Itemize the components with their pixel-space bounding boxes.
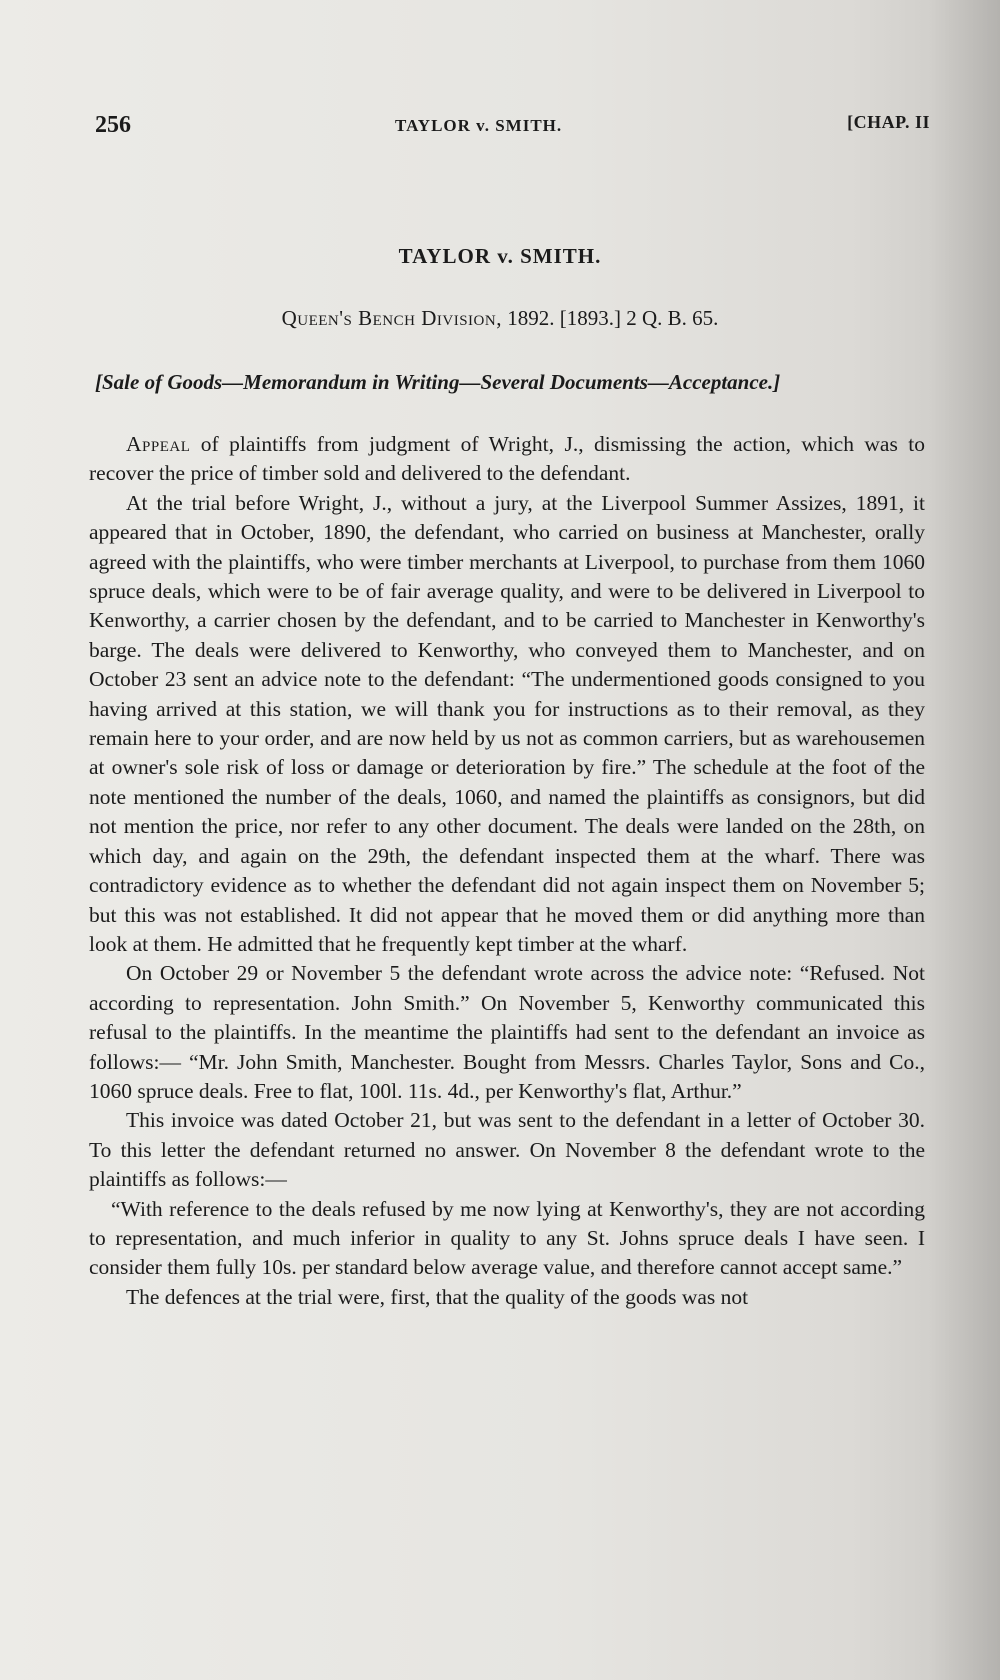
- paragraph-3: On October 29 or November 5 the defendant wrote across the advice note: “Refused. Not according to representation. John Smith.” On November 5, Kenworthy communicated this refusal to the plaintiffs. In the meantime the plaintiffs had sent to the defendant an invoice as follows:— “Mr. John Smith, Manchester. Bought from Messrs. Charles Taylor, Sons and Co., 1060 spruce deals. Free to flat, 100l. 11s. 4d., per Kenworthy's flat, Arthur.”: [89, 961, 925, 1103]
- quoted-letter: “With reference to the deals refused by me now lying at Kenworthy's, they are not according to representation, and much inferior in quality to any St. Johns spruce deals I have seen. I consider them fully 10s. per standard below average value, and therefore cannot accept same.”: [89, 1196, 925, 1280]
- paragraph-4: This invoice was dated October 21, but was sent to the defendant in a letter of October 30. To this letter the defendant returned no answer. On November 8 the defendant wrote to the plaintiffs as follows:—: [89, 1108, 925, 1192]
- paragraph-2: At the trial before Wright, J., without a jury, at the Liverpool Summer Assizes, 1891, it appeared that in October, 1890, the defendant, who carried on business at Manchester, orally agreed with the plaintiffs, who were timber merchants at Liverpool, to purchase from them 1060 spruce deals, which were to be of fair average quality, and were to be delivered in Liverpool to Kenworthy, a carrier chosen by the defendant, and to be carried to Manchester in Kenworthy's barge. The deals were delivered to Kenworthy, who conveyed them to Manchester, and on October 23 sent an advice note to the defendant: “The undermentioned goods consigned to you having arrived at this station, we will thank you for instructions as to their removal, as they remain here to your order, and are now held by us not as common carriers, but as warehousemen at owner's sole risk of loss or damage or deterioration by fire.” The schedule at the foot of the note mentioned the number of the deals, 1060, and named the plaintiffs as consignors, but did not mention the price, nor refer to any other document. The deals were landed on the 28th, on which day, and again on the 29th, the defendant inspected them at the wharf. There was contradictory evidence as to whether the defendant did not again inspect them on November 5; but this was not established. It did not appear that he moved them or did anything more than look at them. He admitted that he frequently kept timber at the wharf.: [89, 490, 925, 956]
- paragraph-1: [89, 430, 925, 489]
- court-name: Queen's Bench Division,: [281, 306, 502, 330]
- case-citation-line: [0, 306, 1000, 331]
- running-header: [95, 112, 930, 142]
- appeal-lead: Appeal: [126, 432, 191, 456]
- running-title: TAYLOR v. SMITH.: [395, 116, 563, 135]
- body-text: [89, 430, 925, 1312]
- case-subject: [Sale of Goods—Memorandum in Writing—Several Documents—Acceptance.]: [95, 370, 781, 394]
- case-title: TAYLOR v. SMITH.: [398, 244, 602, 268]
- paragraph-1-text: of plaintiffs from judgment of Wright, J., dismissing the action, which was to recover the price of timber sold and delivered to the defendant.: [89, 432, 925, 486]
- chapter-label: [CHAP. II: [847, 112, 930, 132]
- paragraph-6: The defences at the trial were, first, that the quality of the goods was not: [126, 1284, 749, 1309]
- case-citation: 1892. [1893.] 2 Q. B. 65.: [501, 306, 719, 330]
- page-number: 256: [95, 112, 131, 138]
